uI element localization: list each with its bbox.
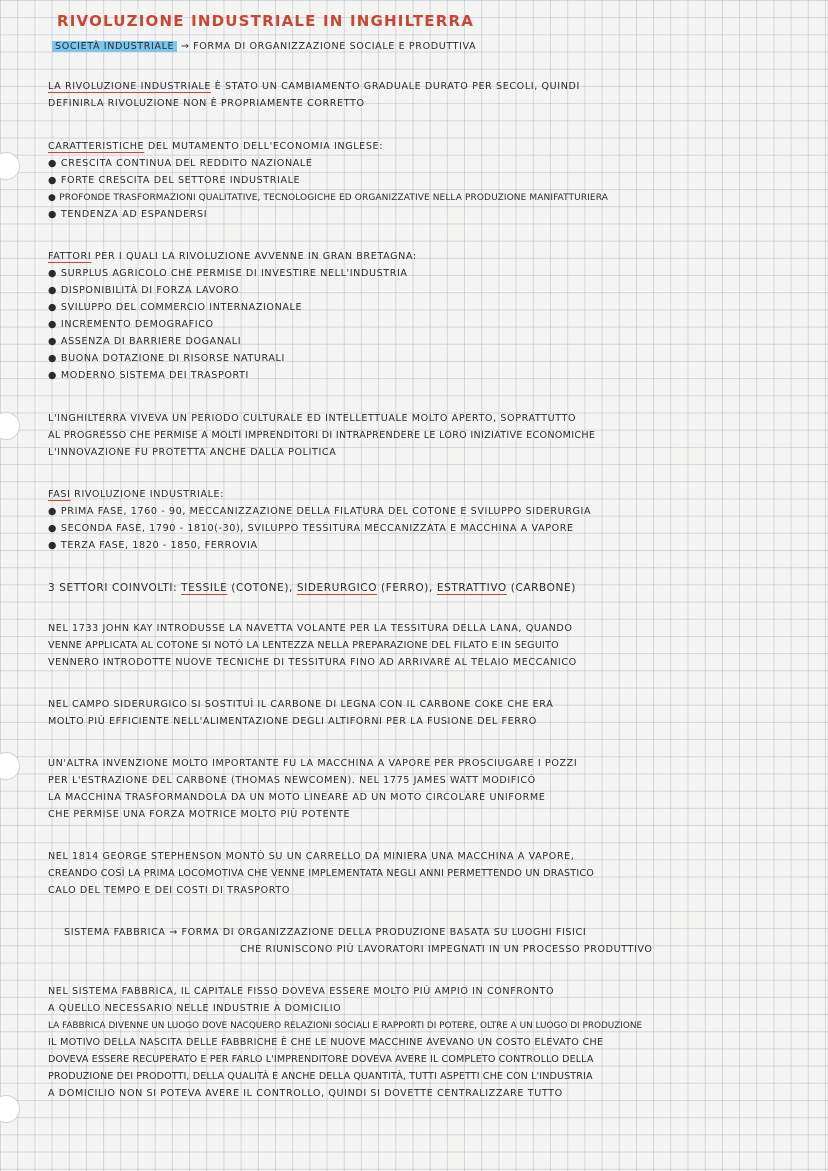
stephenson-line: CREANDO COSÌ LA PRIMA LOCOMOTIVA CHE VENNE IMPLEMENTATA NEGLI ANNI PERMETTENDO UN DRASTICO (48, 868, 595, 879)
phases-term: FASI (48, 489, 71, 500)
characteristics-heading (48, 140, 822, 154)
list-item-text: CRESCITA CONTINUA DEL REDDITO NAZIONALE (60, 158, 313, 169)
intro-term: LA RIVOLUZIONE INDUSTRIALE (48, 81, 212, 92)
intro-line-2: DEFINIRLA RIVOLUZIONE NON È PROPRIAMENTE CORRETTO (48, 98, 365, 109)
list-item-text: FORTE CRESCITA DEL SETTORE INDUSTRIALE (60, 175, 301, 186)
sectors-line (48, 581, 822, 595)
bullet-icon: ● (48, 193, 60, 203)
bullet-icon: ● (48, 268, 61, 279)
factory-definition-1: SISTEMA FABBRICA → FORMA DI ORGANIZZAZIONE DELLA PRODUZIONE BASATA SU LUOGHI FISICI (64, 927, 587, 938)
list-item-text: INCREMENTO DEMOGRAFICO (60, 319, 214, 330)
bullet-icon: ● (48, 319, 61, 330)
factory-line: NEL SISTEMA FABBRICA, IL CAPITALE FISSO DOVEVA ESSERE MOLTO PIÙ AMPIO IN CONFRONTO (48, 986, 555, 997)
list-item-text: SVILUPPO DEL COMMERCIO INTERNAZIONALE (60, 302, 303, 313)
list-item-text: TERZA FASE, 1820 - 1850, FERROVIA (60, 540, 258, 551)
list-item-text: BUONA DOTAZIONE DI RISORSE NATURALI (60, 353, 285, 364)
bullet-icon: ● (48, 540, 61, 551)
factors-heading-text: PER I QUALI LA RIVOLUZIONE AVVENNE IN GRAN BRETAGNA: (91, 251, 417, 262)
kay-line: VENNE APPLICATA AL COTONE SI NOTÒ LA LENTEZZA NELLA PREPARAZIONE DEL FILATO E IN SEGUITO (48, 640, 559, 651)
kay-line: VENNERO INTRODOTTE NUOVE TECNICHE DI TESSITURA FINO AD ARRIVARE AL TELAIO MECCANICO (48, 657, 577, 668)
intro-line-1-text: È STATO UN CAMBIAMENTO GRADUALE DURATO PER SECOLI, QUINDI (211, 81, 580, 92)
steam-line: PER L'ESTRAZIONE DEL CARBONE (THOMAS NEWCOMEN). NEL 1775 JAMES WATT MODIFICÒ (48, 775, 536, 786)
bullet-icon: ● (48, 506, 61, 517)
stephenson-line: NEL 1814 GEORGE STEPHENSON MONTÒ SU UN CARRELLO DA MINIERA UNA MACCHINA A VAPORE, (48, 851, 575, 862)
list-item (48, 369, 822, 383)
list-item (48, 191, 822, 205)
list-item-text: TENDENZA AD ESPANDERSI (60, 209, 208, 220)
bullet-icon: ● (48, 370, 61, 381)
factors-term: FATTORI (48, 251, 92, 262)
bullet-icon: ● (48, 353, 61, 364)
list-item (48, 267, 822, 281)
society-term: SOCIETÀ INDUSTRIALE (52, 41, 177, 52)
intro-line-1 (48, 80, 822, 94)
list-item (48, 301, 822, 315)
steel-line: NEL CAMPO SIDERURGICO SI SOSTITUÌ IL CARBONE DI LEGNA CON IL CARBONE COKE CHE ERA (48, 699, 554, 710)
sector-mining-note: (CARBONE) (506, 582, 576, 594)
phases-heading-text: RIVOLUZIONE INDUSTRIALE: (70, 489, 225, 500)
list-item-text: MODERNO SISTEMA DEI TRASPORTI (60, 370, 249, 381)
factory-line: PRODUZIONE DEI PRODOTTI, DELLA QUALITÀ E ANCHE DELLA QUANTITÀ, TUTTI ASPETTI CHE CON L'INDUSTRIA (48, 1071, 593, 1082)
bullet-icon: ● (48, 336, 61, 347)
culture-line: L'INGHILTERRA VIVEVA UN PERIODO CULTURALE ED INTELLETTUALE MOLTO APERTO, SOPRATTUTTO (48, 413, 577, 424)
list-item (48, 539, 822, 553)
factory-line: DOVEVA ESSERE RECUPERATO E PER FARLO L'IMPRENDITORE DOVEVA AVERE IL COMPLETO CONTROLLO DELLA (48, 1054, 594, 1065)
list-item (48, 157, 822, 171)
list-item-text: PRIMA FASE, 1760 - 90, MECCANIZZAZIONE DELLA FILATURA DEL COTONE E SVILUPPO SIDERURGIA (60, 506, 592, 517)
bullet-icon: ● (48, 523, 61, 534)
factory-definition-2: CHE RIUNISCONO PIÙ LAVORATORI IMPEGNATI IN UN PROCESSO PRODUTTIVO (240, 944, 653, 955)
arrow: → (180, 41, 190, 52)
characteristics-term: CARATTERISTICHE (48, 141, 145, 152)
bullet-icon: ● (48, 285, 61, 296)
bullet-icon: ● (48, 175, 61, 186)
page-title: RIVOLUZIONE INDUSTRIALE IN INGHILTERRA (57, 12, 475, 30)
phases-heading (48, 488, 822, 502)
list-item-text: SECONDA FASE, 1790 - 1810(-30), SVILUPPO TESSITURA MECCANIZZATA E MACCHINA A VAPORE (60, 523, 574, 534)
society-def-text: FORMA DI ORGANIZZAZIONE SOCIALE E PRODUTTIVA (193, 41, 477, 52)
culture-line: AL PROGRESSO CHE PERMISE A MOLTI IMPRENDITORI DI INTRAPRENDERE LE LORO INIZIATIVE ECONOMICHE (48, 430, 596, 441)
culture-line: L'INNOVAZIONE FU PROTETTA ANCHE DALLA POLITICA (48, 447, 337, 458)
list-item-text: ASSENZA DI BARRIERE DOGANALI (60, 336, 242, 347)
characteristics-heading-text: DEL MUTAMENTO DELL'ECONOMIA INGLESE: (144, 141, 384, 152)
list-item (48, 284, 822, 298)
list-item-text: SURPLUS AGRICOLO CHE PERMISE DI INVESTIRE NELL'INDUSTRIA (60, 268, 408, 279)
list-item (48, 335, 822, 349)
sector-steel: SIDERURGICO (296, 582, 378, 594)
list-item-text: DISPONIBILITÀ DI FORZA LAVORO (60, 285, 240, 296)
society-definition (52, 40, 822, 54)
factory-line: IL MOTIVO DELLA NASCITA DELLE FABBRICHE È CHE LE NUOVE MACCHINE AVEVANO UN COSTO ELEVATO CHE (48, 1037, 604, 1048)
list-item (48, 208, 822, 222)
sector-mining: ESTRATTIVO (436, 582, 507, 594)
list-item (48, 505, 822, 519)
list-item (48, 522, 822, 536)
sector-textile: TESSILE (181, 582, 228, 594)
factors-heading (48, 250, 822, 264)
factory-line: LA FABBRICA DIVENNE UN LUOGO DOVE NACQUERO RELAZIONI SOCIALI E RAPPORTI DI POTERE, OLTRE A UN LUOGO DI PRODUZIONE (48, 1021, 643, 1031)
bullet-icon: ● (48, 158, 61, 169)
factory-line: A QUELLO NECESSARIO NELLE INDUSTRIE A DOMICILIO (48, 1003, 342, 1014)
steam-line: CHE PERMISE UNA FORZA MOTRICE MOLTO PIÙ POTENTE (48, 809, 351, 820)
steam-line: LA MACCHINA TRASFORMANDOLA DA UN MOTO LINEARE AD UN MOTO CIRCOLARE UNIFORME (48, 792, 546, 803)
sectors-prefix: 3 SETTORI COINVOLTI: (48, 582, 182, 594)
list-item (48, 318, 822, 332)
sector-steel-note: (FERRO), (377, 582, 437, 594)
list-item (48, 174, 822, 188)
bullet-icon: ● (48, 209, 61, 220)
kay-line: NEL 1733 JOHN KAY INTRODUSSE LA NAVETTA VOLANTE PER LA TESSITURA DELLA LANA, QUANDO (48, 623, 573, 634)
sector-textile-note: (COTONE), (227, 582, 297, 594)
bullet-icon: ● (48, 302, 61, 313)
steam-line: UN'ALTRA INVENZIONE MOLTO IMPORTANTE FU LA MACCHINA A VAPORE PER PROSCIUGARE I POZZI (48, 758, 578, 769)
stephenson-line: CALO DEL TEMPO E DEI COSTI DI TRASPORTO (48, 885, 290, 896)
steel-line: MOLTO PIÙ EFFICIENTE NELL'ALIMENTAZIONE DEGLI ALTIFORNI PER LA FUSIONE DEL FERRO (48, 716, 537, 727)
factory-line: A DOMICILIO NON SI POTEVA AVERE IL CONTROLLO, QUINDI SI DOVETTE CENTRALIZZARE TUTTO (48, 1088, 563, 1099)
list-item (48, 352, 822, 366)
list-item-text: PROFONDE TRASFORMAZIONI QUALITATIVE, TECNOLOGICHE ED ORGANIZZATIVE NELLA PRODUZIONE MANIFATTURIERA (59, 193, 608, 203)
